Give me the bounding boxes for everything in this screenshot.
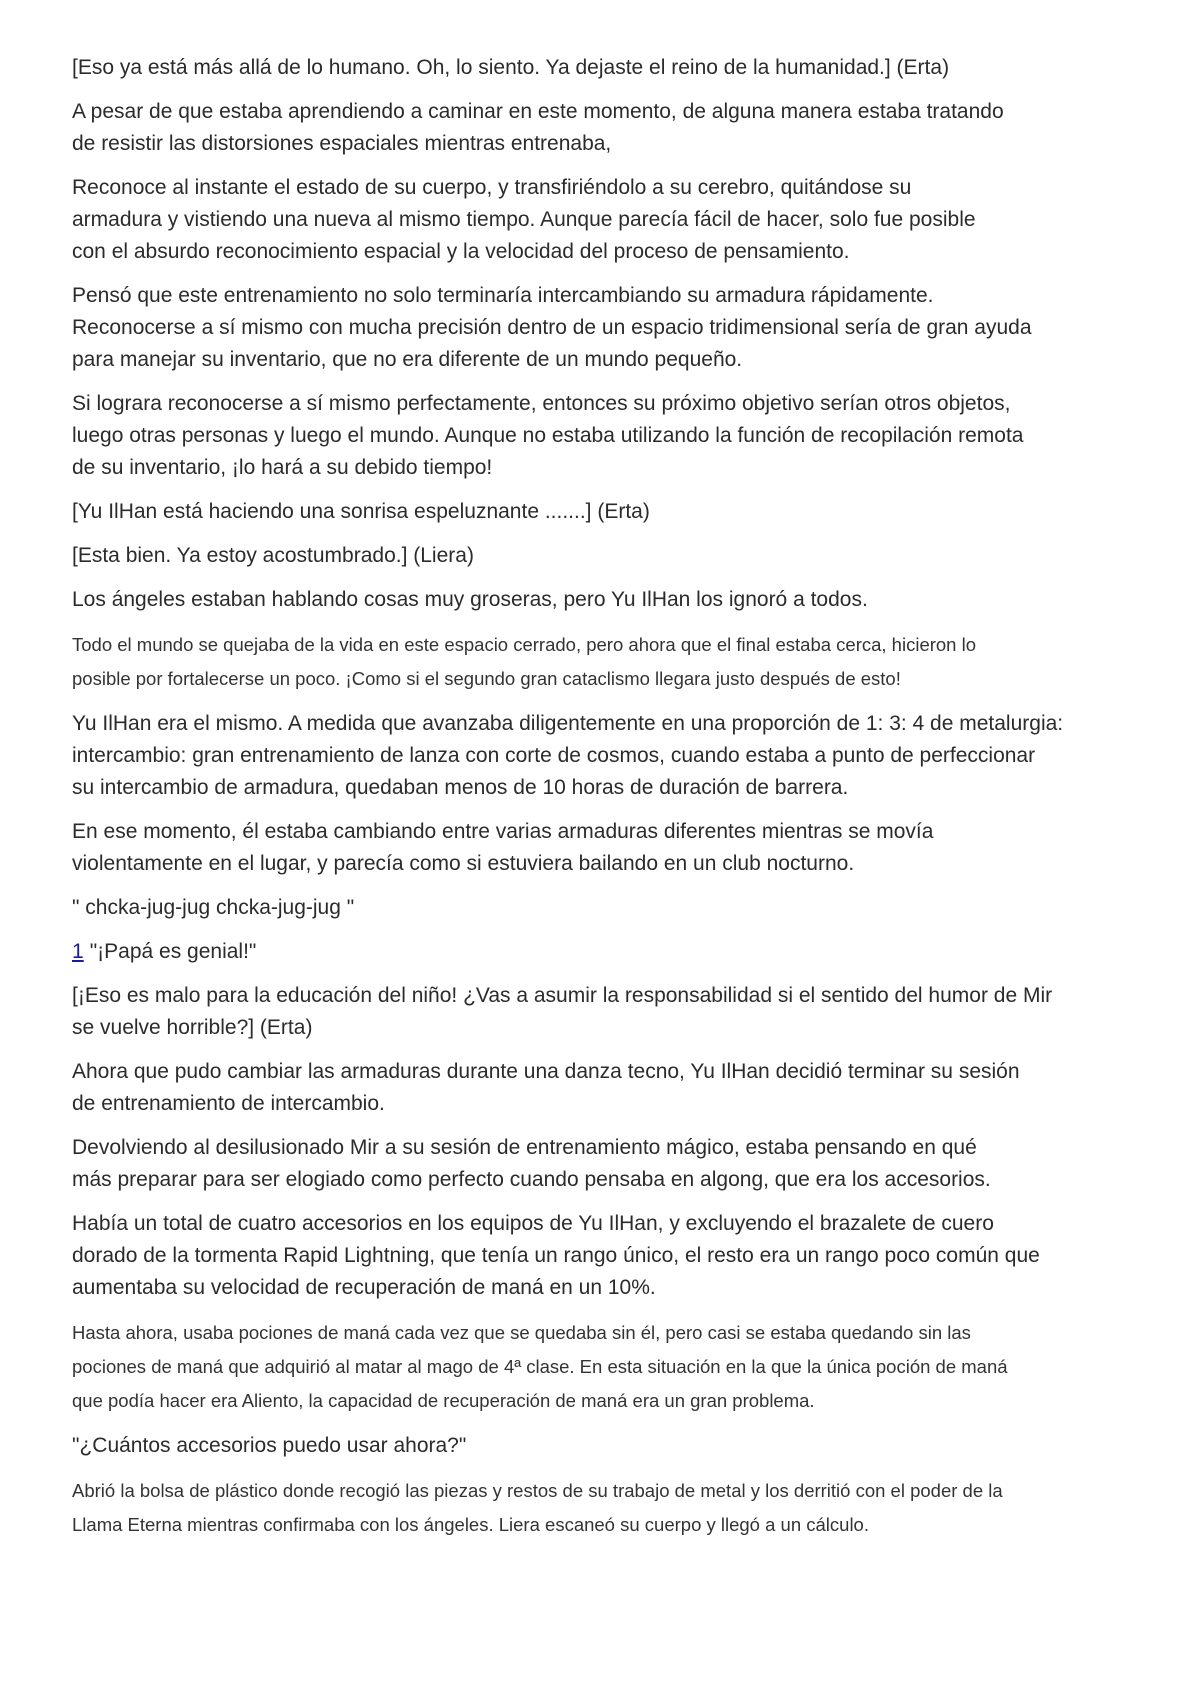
paragraph-erta-education: [¡Eso es malo para la educación del niño! ¿Vas a asumir la responsabilidad si el sentido del humor de Mir se vuelve horrible?] (Erta) — [72, 984, 1053, 1039]
footnote-link[interactable]: 1 — [72, 940, 84, 963]
paragraph-papa-genial-text: "¡Papá es genial!" — [89, 940, 257, 963]
paragraph-how-many-accessories: "¿Cuántos accesorios puedo usar ahora?" — [72, 1434, 467, 1457]
paragraph-mana-potions: Hasta ahora, usaba pociones de maná cada vez que se quedaba sin él, pero casi se estaba quedando sin las pociones de maná que adquirió al matar al mago de 4ª clase. En esta situación en la que la única poción de maná que podía hacer era Aliento, la capacidad de recuperación de maná era un gran problema. — [72, 1322, 1008, 1411]
paragraph-next-objective: Si lograra reconocerse a sí mismo perfectamente, entonces su próximo objetivo serían otros objetos, luego otras personas y luego el mundo. Aunque no estaba utilizando la función de recopilación remota de su inventario, ¡lo hará a su debido tiempo! — [72, 392, 1024, 479]
paragraph-dancing-club: En ese momento, él estaba cambiando entre varias armaduras diferentes mientras se movía violentamente en el lugar, y parecía como si estuviera bailando en un club nocturno. — [72, 820, 934, 875]
paragraph-learning-to-walk: A pesar de que estaba aprendiendo a caminar en este momento, de alguna manera estaba tratando de resistir las distorsiones espaciales mientras entrenaba, — [72, 100, 1004, 155]
paragraph-erta-beyond-human: [Eso ya está más allá de lo humano. Oh, lo siento. Ya dejaste el reino de la humanidad.] (Erta) — [72, 56, 950, 79]
paragraph-accessories-thought: Devolviendo al desilusionado Mir a su sesión de entrenamiento mágico, estaba pensando en qué más preparar para ser elogiado como perfecto cuando pensaba en algong, que era los accesorios. — [72, 1136, 991, 1191]
paragraph-four-accessories: Había un total de cuatro accesorios en los equipos de Yu IlHan, y excluyendo el brazalete de cuero dorado de la tormenta Rapid Lightning, que tenía un rango único, el resto era un rango poco común que aumentaba su velocidad de recuperación de maná en un 10%. — [72, 1212, 1040, 1299]
paragraph-erta-creepy-smile: [Yu IlHan está haciendo una sonrisa espeluznante .......] (Erta) — [72, 500, 650, 523]
paragraph-chcka-jug: " chcka-jug-jug chcka-jug-jug " — [72, 896, 355, 919]
paragraph-training-thought: Pensó que este entrenamiento no solo terminaría intercambiando su armadura rápidamente. Reconocerse a sí mismo con mucha precisión dentro de un espacio tridimensional sería de gran ayuda para manejar su inventario, que no era diferente de un mundo pequeño. — [72, 284, 1032, 371]
paragraph-angels-rude: Los ángeles estaban hablando cosas muy groseras, pero Yu IlHan los ignoró a todos. — [72, 588, 868, 611]
paragraph-everyone-complained: Todo el mundo se quejaba de la vida en este espacio cerrado, pero ahora que el final estaba cerca, hicieron lo posible por fortalecerse un poco. ¡Como si el segundo gran cataclismo llegara justo después de esto! — [72, 634, 977, 689]
document-body — [72, 52, 1122, 1554]
paragraph-papa-genial — [72, 936, 1122, 968]
paragraph-plastic-bag: Abrió la bolsa de plástico donde recogió las piezas y restos de su trabajo de metal y los derritió con el poder de la Llama Eterna mientras confirmaba con los ángeles. Liera escaneó su cuerpo y llegó a un cálculo. — [72, 1480, 1003, 1535]
paragraph-training-ratio: Yu IlHan era el mismo. A medida que avanzaba diligentemente en una proporción de 1: 3: 4 de metalurgia: intercambio: gran entrenamiento de lanza con corte de cosmos, cuando estaba a punto de perfeccionar su intercambio de armadura, quedaban menos de 10 horas de duración de barrera. — [72, 712, 1064, 799]
paragraph-liera-used-to-it: [Esta bien. Ya estoy acostumbrado.] (Liera) — [72, 544, 474, 567]
paragraph-techno-dance: Ahora que pudo cambiar las armaduras durante una danza tecno, Yu IlHan decidió terminar su sesión de entrenamiento de intercambio. — [72, 1060, 1020, 1115]
paragraph-recognize-body: Reconoce al instante el estado de su cuerpo, y transfiriéndolo a su cerebro, quitándose su armadura y vistiendo una nueva al mismo tiempo. Aunque parecía fácil de hacer, solo fue posible con el absurdo reconocimiento espacial y la velocidad del proceso de pensamiento. — [72, 176, 976, 263]
